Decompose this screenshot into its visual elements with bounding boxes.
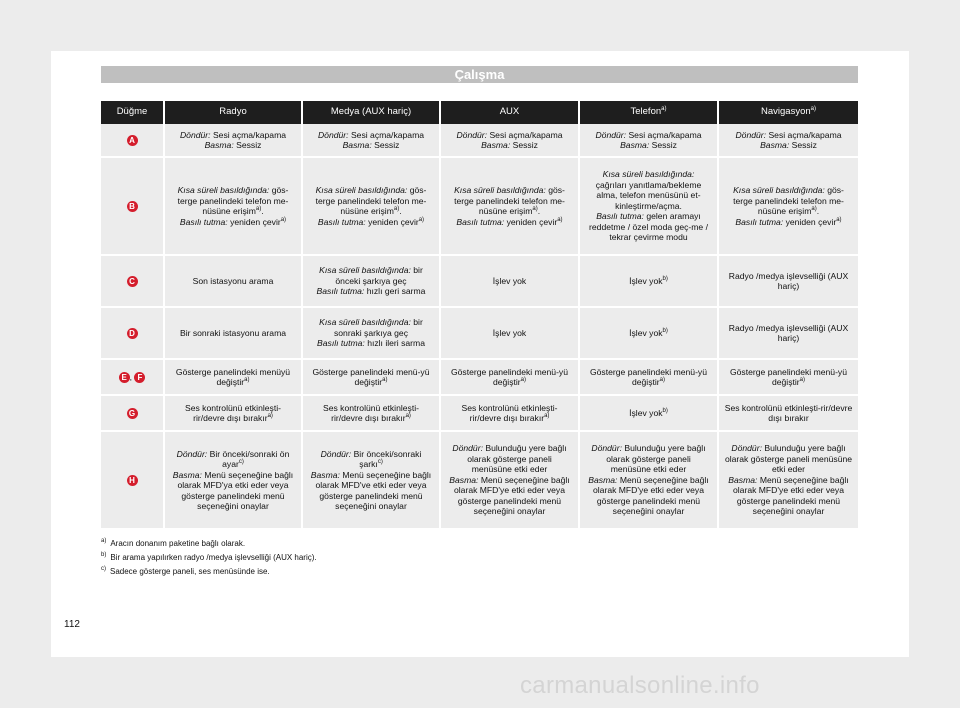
table-cell: Döndür: Bulunduğu yere bağlı olarak gösterge paneli menüsüne etki eder Basma: Menü seçeneğine bağlı olarak MFD'ye etki eder veya gösterge panelindeki menü seçeneğini onaylar <box>441 432 580 530</box>
page-number: 112 <box>64 619 80 630</box>
table-row <box>101 158 858 256</box>
button-cell <box>101 396 165 432</box>
table-cell: Gösterge panelindeki menü-yü değiştir$^{a)}$ <box>441 360 580 396</box>
button-d-badge: D <box>127 328 138 339</box>
button-f-badge: F <box>134 372 145 383</box>
table-row <box>101 396 858 432</box>
table-row <box>101 124 858 158</box>
controls-table <box>101 101 858 530</box>
table-cell: Kısa süreli basıldığında: gös-terge panelindeki telefon me-nüsüne erişim$^{a)}$. Basılı tutma: yeniden çevir$^{a)}$ <box>441 158 580 256</box>
button-cell <box>101 124 165 158</box>
table-cell: Döndür: Sesi açma/kapama Basma: Sessiz <box>719 124 858 158</box>
table-cell: Ses kontrolünü etkinleşti-rir/devre dışı bırakır$^{a)}$ <box>165 396 303 432</box>
table-cell: Döndür: Sesi açma/kapama Basma: Sessiz <box>303 124 441 158</box>
table-row <box>101 432 858 530</box>
table-cell: Gösterge panelindeki menüyü değiştir$^{a)}$ <box>165 360 303 396</box>
section-title: Çalışma <box>101 66 858 83</box>
table-cell: Döndür: Sesi açma/kapama Basma: Sessiz <box>580 124 719 158</box>
header-aux: AUX <box>441 101 580 124</box>
table-cell: Gösterge panelindeki menü-yü değiştir$^{a)}$ <box>719 360 858 396</box>
button-cell: E , F <box>101 360 165 396</box>
table-cell: Kısa süreli basıldığında: bir sonraki şarkıya geç Basılı tutma: hızlı ileri sarma <box>303 308 441 360</box>
table-cell: Gösterge panelindeki menü-yü değiştir$^{a)}$ <box>303 360 441 396</box>
table-header-row <box>101 101 858 124</box>
footnote: $^{b)}$ Bir arama yapılırken radyo /medya işlevselliği (AUX hariç). <box>101 552 317 562</box>
footnote: $^{c)}$ Sadece gösterge paneli, ses menüsünde ise. <box>101 566 270 576</box>
header-telefon: Telefon$^{a)}$ <box>580 101 719 124</box>
table-cell: Radyo /medya işlevselliği (AUX hariç) <box>719 256 858 308</box>
header-medya: Medya (AUX hariç) <box>303 101 441 124</box>
button-cell <box>101 158 165 256</box>
table-cell: Döndür: Bir önceki/sonraki ön ayar$^{c)}$ Basma: Menü seçeneğine bağlı olarak MFD'ya etki eder veya gösterge panelindeki menü seçeneğini onaylar <box>165 432 303 530</box>
button-e-badge: E <box>119 372 130 383</box>
table-cell: Kısa süreli basıldığında: gös-terge panelindeki telefon me-nüsüne erişim$^{a)}$. Basılı tutma: yeniden çevir$^{a)}$ <box>303 158 441 256</box>
table-cell: Döndür: Bulunduğu yere bağlı olarak gösterge paneli menüsüne etki eder Basma: Menü seçeneğine bağlı olarak MFD'ye etki eder veya gösterge panelindeki menü seçeneğini onaylar <box>719 432 858 530</box>
table-cell: Kısa süreli basıldığında: gös-terge panelindeki telefon me-nüsüne erişim$^{a)}$. Basılı tutma: yeniden çevir$^{a)}$ <box>719 158 858 256</box>
table-cell: Kısa süreli basıldığında: çağrıları yanıtlama/bekleme alma, telefon menüsünü et-kinleştirme/açma. Basılı tutma: gelen aramayı reddetme / özel moda geç-me / tekrar çevirme modu <box>580 158 719 256</box>
button-cell <box>101 256 165 308</box>
table-cell: Son istasyonu arama <box>165 256 303 308</box>
table-row <box>101 256 858 308</box>
table-cell: İşlev yok <box>441 308 580 360</box>
button-cell <box>101 308 165 360</box>
header-radyo: Radyo <box>165 101 303 124</box>
table-cell: Döndür: Sesi açma/kapama Basma: Sessiz <box>441 124 580 158</box>
table-cell: Kısa süreli basıldığında: gös-terge panelindeki telefon me-nüsüne erişim$^{a)}$. Basılı tutma: yeniden çevir$^{a)}$ <box>165 158 303 256</box>
button-cell <box>101 432 165 530</box>
button-a-badge: A <box>127 135 138 146</box>
table-row <box>101 308 858 360</box>
table-cell: Ses kontrolünü etkinleşti-rir/devre dışı bırakır <box>719 396 858 432</box>
table-cell: Ses kontrolünü etkinleşti-rir/devre dışı bırakır$^{a)}$ <box>303 396 441 432</box>
table-cell: Döndür: Bir önceki/sonraki şarkı$^{c)}$ Basma: Menü seçeneğine bağlı olarak MFD've etki eder veya gösterge panelindeki menü seçeneğini onaylar <box>303 432 441 530</box>
button-h-badge: H <box>127 475 138 486</box>
header-dugme: Düğme <box>101 101 165 124</box>
button-b-badge: B <box>127 201 138 212</box>
table-cell: Döndür: Sesi açma/kapama Basma: Sessiz <box>165 124 303 158</box>
table-cell: Gösterge panelindeki menü-yü değiştir$^{a)}$ <box>580 360 719 396</box>
table-cell: Radyo /medya işlevselliği (AUX hariç) <box>719 308 858 360</box>
watermark: carmanualsonline.info <box>520 672 760 699</box>
table-cell: Bir sonraki istasyonu arama <box>165 308 303 360</box>
table-cell: Döndür: Bulunduğu yere bağlı olarak gösterge paneli menüsüne etki eder Basma: Menü seçeneğine bağlı olarak MFD'ye etki eder veya gösterge panelindeki menü seçeneğini onaylar <box>580 432 719 530</box>
table-row <box>101 360 858 396</box>
table-cell: Kısa süreli basıldığında: bir önceki şarkıya geç Basılı tutma: hızlı geri sarma <box>303 256 441 308</box>
button-g-badge: G <box>127 408 138 419</box>
table-cell: İşlev yok$^{b)}$ <box>580 308 719 360</box>
header-navigasyon: Navigasyon$^{a)}$ <box>719 101 858 124</box>
table-cell: İşlev yok$^{b)}$ <box>580 256 719 308</box>
table-cell: Ses kontrolünü etkinleşti-rir/devre dışı bırakır$^{a)}$ <box>441 396 580 432</box>
footnotes <box>101 537 858 579</box>
table-cell: İşlev yok <box>441 256 580 308</box>
footnote: $^{a)}$ Aracın donanım paketine bağlı olarak. <box>101 538 246 548</box>
table-cell: İşlev yok$^{b)}$ <box>580 396 719 432</box>
button-c-badge: C <box>127 276 138 287</box>
